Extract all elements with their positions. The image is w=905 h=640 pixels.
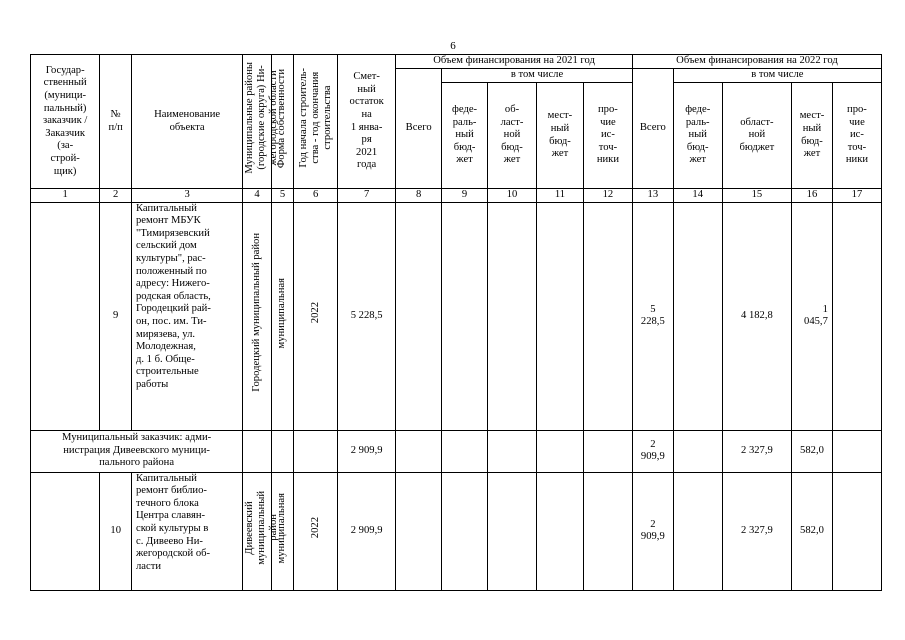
row10-estimate: 2 909,9 <box>338 472 396 590</box>
header-other-2022: про- чие ис- точ- ники <box>832 83 881 189</box>
row10-number: 10 <box>100 472 132 590</box>
colnum: 17 <box>832 189 881 203</box>
column-numbers-row <box>31 189 882 203</box>
row9-district: Городецкий муниципальный район <box>250 233 262 393</box>
header-district-cell <box>243 55 280 189</box>
row10-federal-2021 <box>442 472 488 590</box>
row9-estimate: 5 228,5 <box>338 202 396 430</box>
row10-regional-2021 <box>488 472 537 590</box>
row9-federal-2022 <box>673 202 722 430</box>
header-years: Год начала строитель- ства - год окончания строительства <box>297 68 333 169</box>
row10-local-2022: 582,0 <box>792 472 833 590</box>
header-years-cell <box>294 55 338 189</box>
row10-district: Дивеевский муниципальный район <box>244 490 280 565</box>
colnum: 1 <box>31 189 100 203</box>
header-incl-2021: в том числе <box>442 69 633 83</box>
row10-customer <box>31 472 100 590</box>
customer-estimate: 2 909,9 <box>338 430 396 472</box>
customer-total-2021 <box>396 430 442 472</box>
header-regional-2021: об- ласт- ной бюд- жет <box>488 83 537 189</box>
colnum: 7 <box>338 189 396 203</box>
page-number: 6 <box>450 40 456 52</box>
row10-regional-2022: 2 327,9 <box>722 472 791 590</box>
header-fin-2021: Объем финансирования на 2021 год <box>396 55 633 69</box>
customer-other-2022 <box>832 430 881 472</box>
row10-other-2022 <box>832 472 881 590</box>
colnum: 3 <box>132 189 243 203</box>
row9-total-2022: 5 228,5 <box>632 202 673 430</box>
customer-federal-2021 <box>442 430 488 472</box>
row10-total-2021 <box>396 472 442 590</box>
row10-district-cell <box>243 472 280 590</box>
row9-other-2021 <box>583 202 632 430</box>
table-row-10 <box>31 472 882 590</box>
row9-number: 9 <box>100 202 132 430</box>
colnum: 8 <box>396 189 442 203</box>
row10-years: 2022 <box>309 517 321 539</box>
header-federal-2021: феде- раль- ный бюд- жет <box>442 83 488 189</box>
row10-federal-2022 <box>673 472 722 590</box>
customer-regional-2022: 2 327,9 <box>722 430 791 472</box>
header-federal-2022: феде- раль- ный бюд- жет <box>673 83 722 189</box>
header-object-name: Наименование объекта <box>132 55 243 189</box>
row9-ownership: муниципальная <box>276 277 288 349</box>
customer-years <box>294 430 338 472</box>
row10-object-name: Капитальный ремонт библио- течного блока Центра славян- ской культуры в с. Дивеево Ни- жегородской об- ласти <box>132 472 243 590</box>
colnum: 14 <box>673 189 722 203</box>
row9-customer <box>31 202 100 430</box>
row10-other-2021 <box>583 472 632 590</box>
header-local-2021: мест- ный бюд- жет <box>536 83 583 189</box>
customer-total-2022: 2 909,9 <box>632 430 673 472</box>
row9-other-2022 <box>832 202 881 430</box>
row9-ownership-cell <box>271 202 293 430</box>
row9-regional-2021 <box>488 202 537 430</box>
colnum: 10 <box>488 189 537 203</box>
table-row-customer <box>31 430 882 472</box>
row9-federal-2021 <box>442 202 488 430</box>
colnum: 4 <box>243 189 272 203</box>
header-local-2022: мест- ный бюд- жет <box>792 83 833 189</box>
header-ownership: Форма собственности <box>276 68 288 168</box>
customer-local-2021 <box>536 430 583 472</box>
header-incl-2022: в том числе <box>673 69 881 83</box>
customer-district <box>243 430 272 472</box>
customer-other-2021 <box>583 430 632 472</box>
row10-ownership: муниципальная <box>276 492 288 564</box>
financing-table <box>30 54 882 591</box>
colnum: 16 <box>792 189 833 203</box>
header-row-1 <box>31 55 882 69</box>
customer-ownership <box>271 430 293 472</box>
row9-regional-2022: 4 182,8 <box>722 202 791 430</box>
row9-local-2022: 1 045,7 <box>792 202 833 430</box>
row9-district-cell <box>243 202 272 430</box>
row9-object-name: Капитальный ремонт МБУК "Тимирязевский сельский дом культуры", рас- положенный по адресу: Нижего- родская область, Городецкий рай- он, пос. им. Ти- мирязева, ул. Молодежная, д. 1 б. Обще- строительные работы <box>132 202 243 430</box>
colnum: 15 <box>722 189 791 203</box>
row9-years: 2022 <box>309 302 321 324</box>
table-row-9 <box>31 202 882 430</box>
row10-total-2022: 2 909,9 <box>632 472 673 590</box>
header-estimate: Смет- ный остаток на 1 янва- ря 2021 года <box>338 55 396 189</box>
customer-federal-2022 <box>673 430 722 472</box>
header-total-2022: Всего <box>632 69 673 189</box>
header-district: Муниципальные районы (городские округа) Ни- жегородской области <box>244 62 280 174</box>
colnum: 5 <box>271 189 293 203</box>
row10-years-cell <box>294 472 338 590</box>
colnum: 13 <box>632 189 673 203</box>
header-other-2021: про- чие ис- точ- ники <box>583 83 632 189</box>
colnum: 11 <box>536 189 583 203</box>
row9-years-cell <box>294 202 338 430</box>
customer-regional-2021 <box>488 430 537 472</box>
colnum: 6 <box>294 189 338 203</box>
header-regional-2022: област- ной бюджет <box>722 83 791 189</box>
row10-local-2021 <box>536 472 583 590</box>
header-number: № п/п <box>100 55 132 189</box>
header-customer: Государ- ственный (муници- пальный) заказчик / Заказчик (за- строй- щик) <box>31 55 100 189</box>
colnum: 12 <box>583 189 632 203</box>
customer-label: Муниципальный заказчик: адми- нистрация Дивеевского муници- пального района <box>31 430 243 472</box>
customer-local-2022: 582,0 <box>792 430 833 472</box>
colnum: 9 <box>442 189 488 203</box>
row9-local-2021 <box>536 202 583 430</box>
row9-total-2021 <box>396 202 442 430</box>
header-total-2021: Всего <box>396 69 442 189</box>
header-fin-2022: Объем финансирования на 2022 год <box>632 55 881 69</box>
colnum: 2 <box>100 189 132 203</box>
